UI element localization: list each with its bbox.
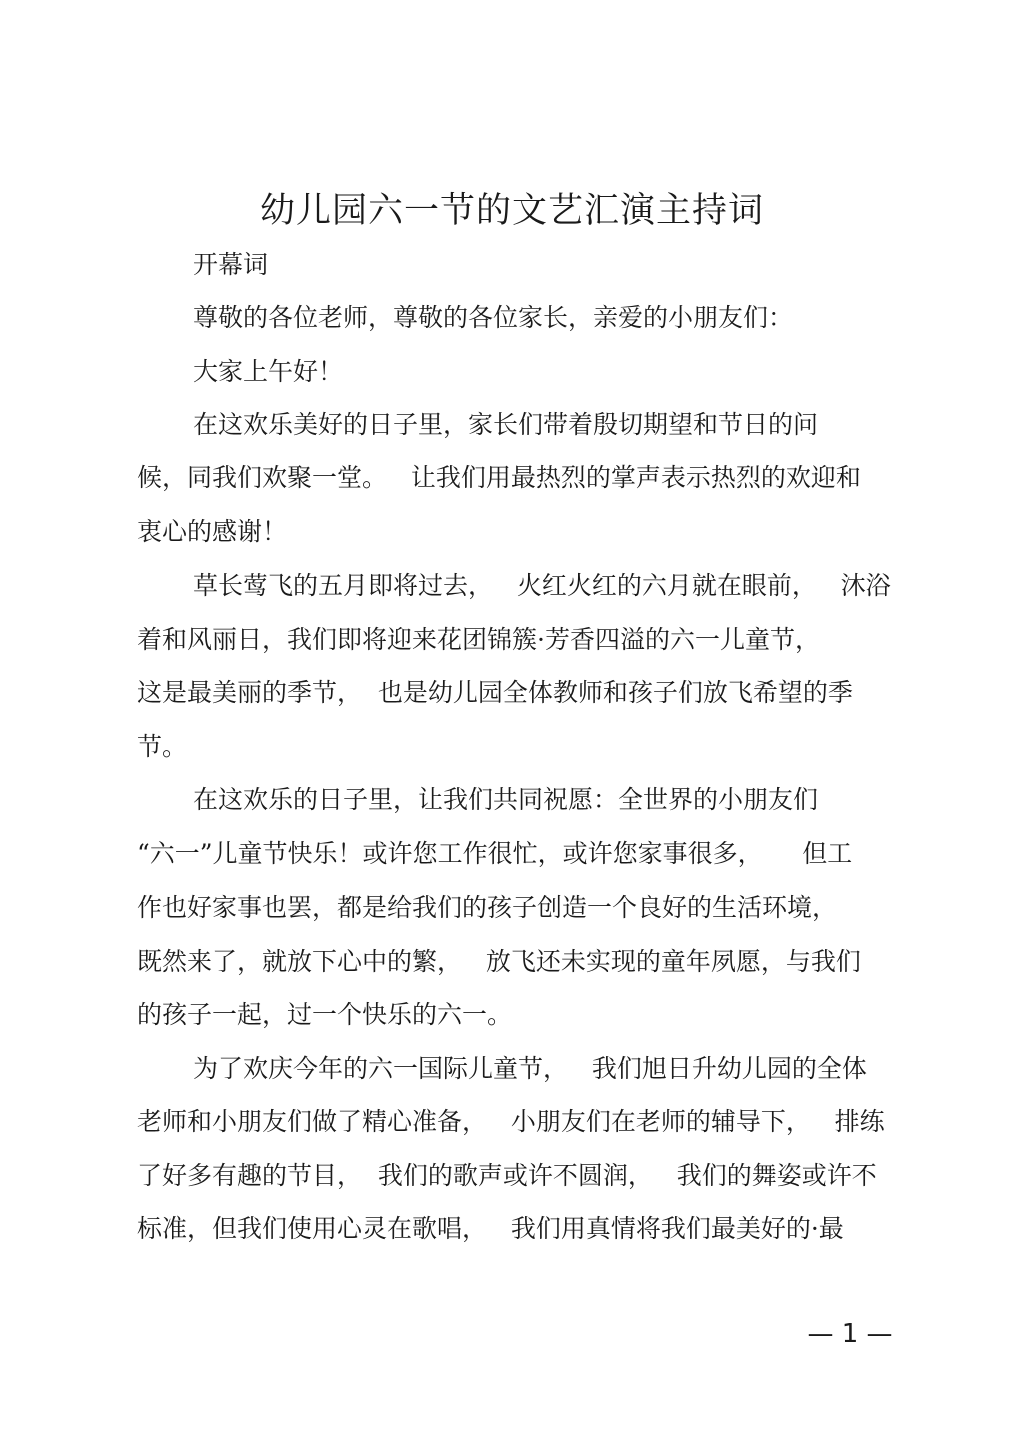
text-line: “六一”儿童节快乐！或许您工作很忙，或许您家事很多， 但工 [137,839,853,868]
text-line: 老师和小朋友们做了精心准备， 小朋友们在老师的辅导下， 排练 [137,1107,885,1136]
text-line: 草长莺飞的五月即将过去， 火红火红的六月就在眼前， 沐浴 [193,571,891,600]
text-line: 标准，但我们使用心灵在歌唱， 我们用真情将我们最美好的·最 [137,1214,844,1243]
text-line: 的孩子一起，过一个快乐的六一。 [137,1000,513,1029]
text-line: 着和风丽日，我们即将迎来花团锦簇·芳香四溢的六一儿童节， [137,625,820,654]
text-line: 了好多有趣的节目， 我们的歌声或许不圆润， 我们的舞姿或许不 [137,1161,877,1190]
text-line: 衷心的感谢！ [137,517,288,546]
text-line: 既然来了，就放下心中的繁， 放飞还未实现的童年夙愿，与我们 [137,947,861,976]
text-line: 候，同我们欢聚一堂。 让我们用最热烈的掌声表示热烈的欢迎和 [137,463,861,492]
text-line: 在这欢乐美好的日子里，家长们带着殷切期望和节日的问 [193,410,819,439]
page-number: — 1 — [807,1319,893,1349]
document-title: 幼儿园六一节的文艺汇演主持词 [259,191,764,231]
text-line: 尊敬的各位老师，尊敬的各位家长，亲爱的小朋友们： [193,303,794,332]
text-line: 大家上午好！ [193,357,344,386]
text-line: 节。 [137,732,188,761]
text-line: 在这欢乐的日子里，让我们共同祝愿：全世界的小朋友们 [193,785,819,814]
text-line: 作也好家事也罢，都是给我们的孩子创造一个良好的生活环境， [137,893,838,922]
text-line: 为了欢庆今年的六一国际儿童节， 我们旭日升幼儿园的全体 [193,1054,867,1083]
section-heading: 开幕词 [193,250,269,279]
text-line: 这是最美丽的季节， 也是幼儿园全体教师和孩子们放飞希望的季 [137,678,853,707]
